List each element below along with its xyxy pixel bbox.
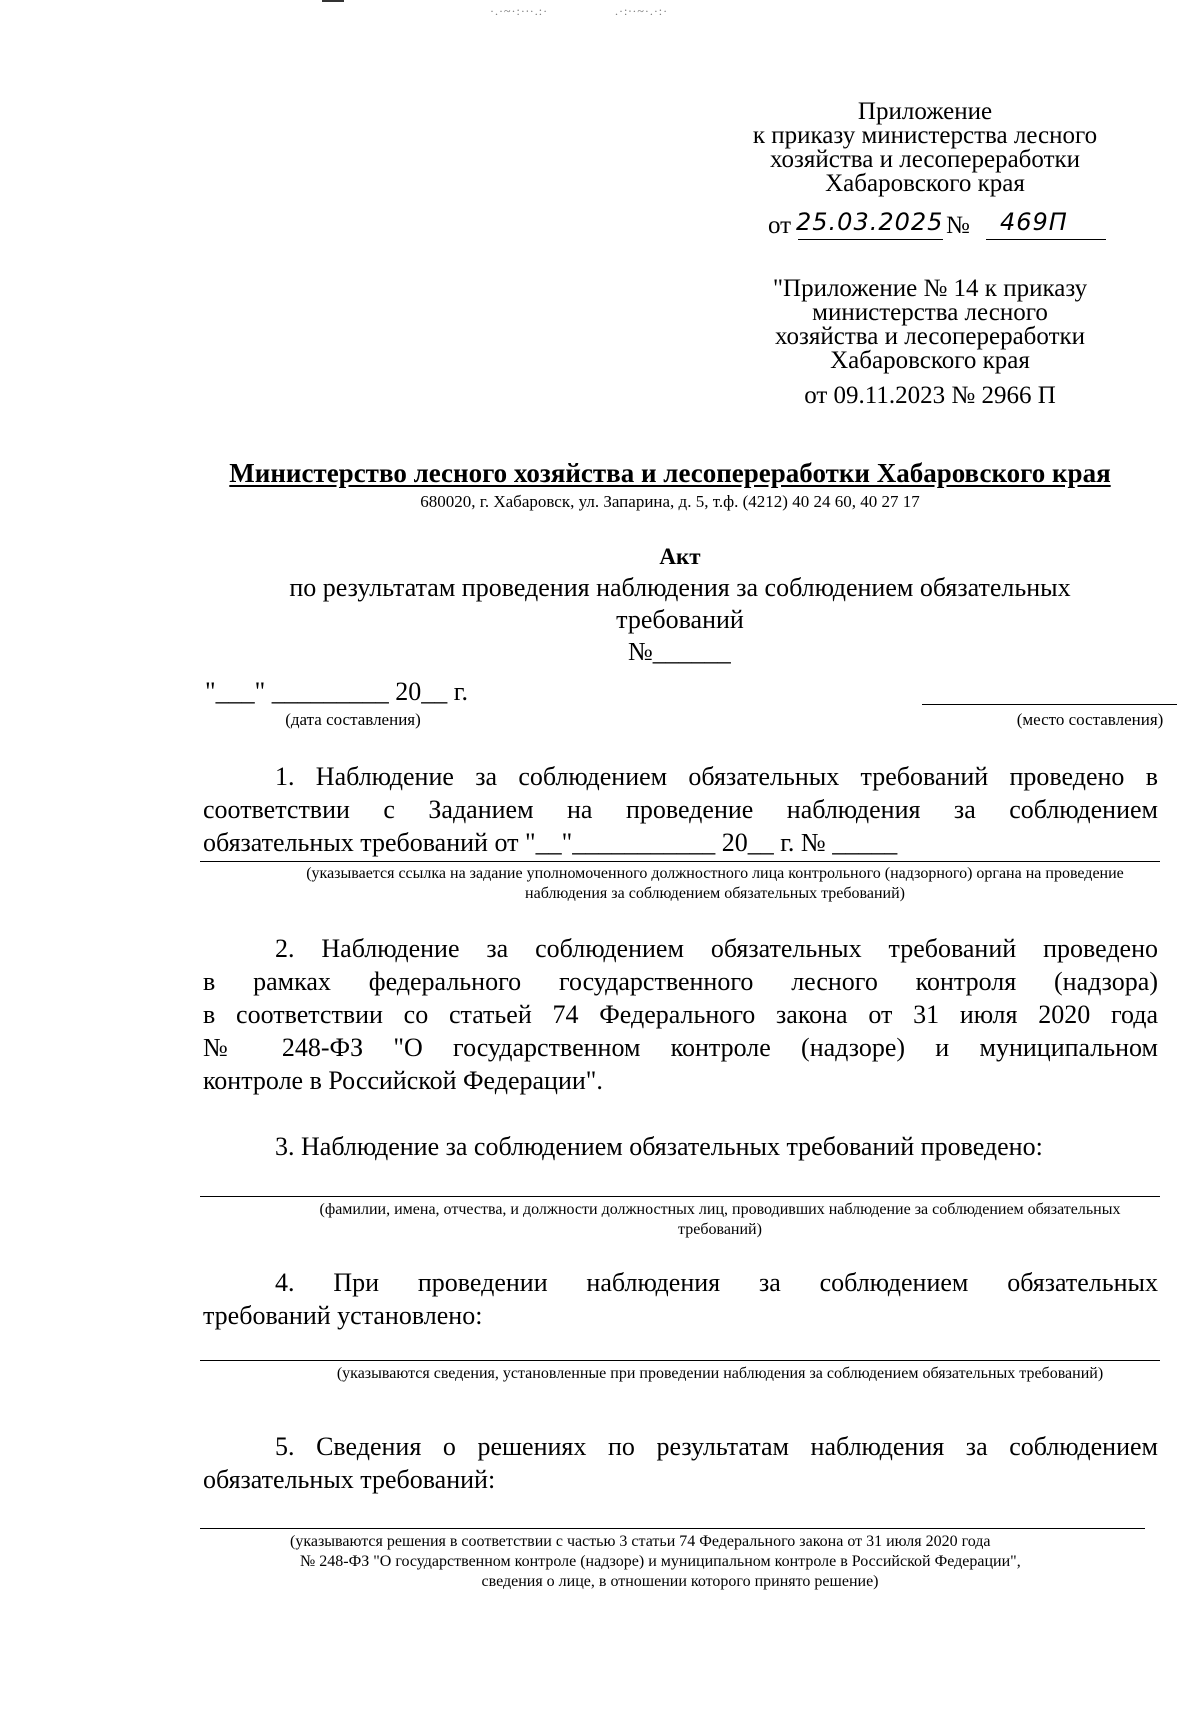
quoted-appendix-line-5: от 09.11.2023 № 2966 П: [804, 382, 1056, 409]
ministry-address: 680020, г. Хабаровск, ул. Запарина, д. 5, т.ф. (4212) 40 24 60, 40 27 17: [420, 492, 920, 511]
appendix-block: [680, 100, 1170, 196]
item-3-caption: (фамилии, имена, отчества, и должности должностных лиц, проводивших наблюдение за соблюдением обязательных требований): [319, 1201, 1121, 1238]
date-caption: (дата составления): [285, 710, 421, 729]
item-5-line-2: обязательных требований:: [203, 1465, 496, 1494]
handwritten-date: 25.03.2025: [796, 208, 944, 236]
item-2-line-3: в соответствии со статьей 74 Федерального закона от 31 июля 2020 года: [203, 1000, 1158, 1029]
date-blank: "___" _________ 20__ г.: [205, 677, 468, 706]
item-1: [203, 760, 1158, 859]
item-4-underline: [200, 1360, 1160, 1361]
item-4-line-2: требований установлено:: [203, 1301, 483, 1330]
item-2-line-5: контроле в Российской Федерации".: [203, 1066, 603, 1095]
scan-artifact: [322, 0, 344, 2]
place-line: [922, 704, 1177, 705]
item-5-underline: [200, 1528, 1145, 1529]
item-1-caption: (указывается ссылка на задание уполномоченного должностного лица контрольного (надзорного) органа на проведение наблюдения за соблюдением обязательных требований): [306, 865, 1124, 902]
act-subtitle-line-2: требований: [616, 605, 744, 634]
item-5-caption-line-1: (указываются решения в соответствии с частью 3 статьи 74 Федерального закона от 31 июля 2020 года: [290, 1533, 991, 1550]
quoted-appendix-line-2: министерства лесного: [812, 299, 1048, 326]
item-1-line-2: соответствии с Заданием на проведение наблюдения за соблюдением: [203, 795, 1158, 824]
quoted-appendix-line-1: "Приложение № 14 к приказу: [772, 275, 1088, 302]
item-3: 3. Наблюдение за соблюдением обязательных требований проведено:: [275, 1132, 1043, 1161]
item-5: [203, 1430, 1158, 1496]
item-1-underline: [200, 861, 1160, 862]
number-underline: [986, 239, 1106, 240]
item-5-line-1: 5. Сведения о решениях по результатам наблюдения за соблюдением: [275, 1432, 1158, 1461]
ministry-name: Министерство лесного хозяйства и лесопереработки Хабаровского края: [229, 458, 1111, 488]
quoted-appendix-line-4: Хабаровского края: [830, 347, 1030, 374]
item-2-line-4: № 248-ФЗ "О государственном контроле (надзоре) и муниципальном: [203, 1033, 1158, 1062]
scan-artifact: .·:∙·~·.·:·: [615, 4, 669, 18]
quoted-appendix-line-3: хозяйства и лесопереработки: [774, 323, 1086, 350]
item-5-caption-line-3: сведения о лице, в отношении которого принято решение): [481, 1573, 879, 1590]
item-4: [203, 1266, 1158, 1332]
item-5-caption: [200, 1532, 1160, 1592]
item-3-underline: [200, 1196, 1160, 1197]
act-number: №______: [628, 637, 731, 666]
item-2: [203, 932, 1158, 1097]
date-prefix: от: [768, 212, 792, 239]
number-prefix: №: [946, 212, 970, 239]
appendix-line-2: к приказу министерства лесного: [752, 122, 1098, 149]
quoted-appendix-block: [700, 277, 1160, 373]
appendix-line-4: Хабаровского края: [825, 170, 1025, 197]
item-2-line-1: 2. Наблюдение за соблюдением обязательных требований проведено: [275, 934, 1158, 963]
scan-artifact: ·.·~·:·∙·.:·: [490, 4, 549, 18]
act-subtitle-line-1: по результатам проведения наблюдения за соблюдением обязательных: [289, 573, 1071, 602]
date-underline: [798, 239, 943, 240]
item-1-line-3: обязательных требований от "__"___________ 20__ г. № _____: [203, 828, 898, 857]
act-title: Акт: [659, 544, 701, 569]
item-5-caption-line-2: № 248-ФЗ "О государственном контроле (надзоре) и муниципальном контроле в Российской Федерации",: [300, 1553, 1021, 1570]
appendix-date-number-row: [768, 208, 1108, 244]
item-4-line-1: 4. При проведении наблюдения за соблюдением обязательных: [275, 1268, 1158, 1297]
appendix-line-1: Приложение: [857, 98, 993, 125]
item-1-line-1: 1. Наблюдение за соблюдением обязательных требований проведено в: [275, 762, 1158, 791]
handwritten-number: 469П: [1000, 208, 1068, 236]
appendix-line-3: хозяйства и лесопереработки: [769, 146, 1081, 173]
act-subtitle: [180, 572, 1180, 636]
item-2-line-2: в рамках федерального государственного лесного контроля (надзора): [203, 967, 1158, 996]
item-4-caption: (указываются сведения, установленные при проведении наблюдения за соблюдением обязательных требований): [336, 1365, 1104, 1382]
place-caption: (место составления): [1016, 710, 1164, 729]
